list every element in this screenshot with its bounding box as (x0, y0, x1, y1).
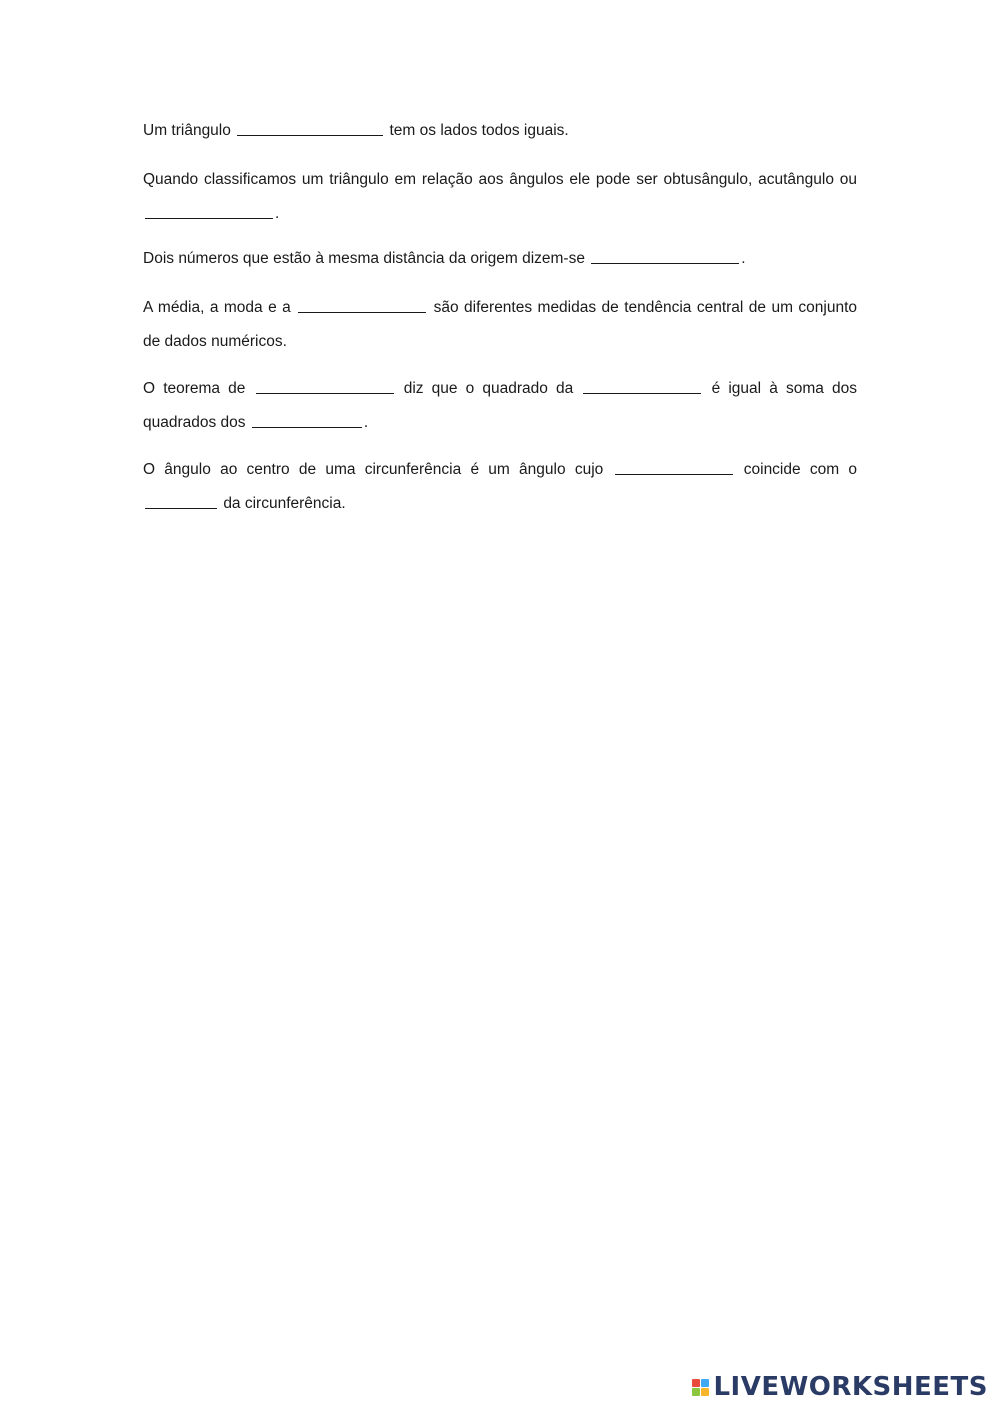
sentence-5-text-c: é igual à soma dos quadrados dos (143, 380, 857, 431)
sentence-1-text-a: Um triângulo (143, 122, 231, 139)
sentence-3-text-b: . (741, 250, 746, 267)
answer-blank-8[interactable] (615, 458, 733, 475)
answer-blank-9[interactable] (145, 492, 217, 509)
answer-blank-6[interactable] (583, 377, 701, 394)
sentence-4 (143, 291, 857, 359)
answer-blank-7[interactable] (252, 411, 362, 428)
liveworksheets-logo-icon (692, 1379, 709, 1396)
sentence-5 (143, 372, 857, 440)
answer-blank-2[interactable] (145, 202, 273, 219)
sentence-2-text-a: Quando classificamos um triângulo em relação aos ângulos ele pode ser obtusângulo, acutângulo ou (143, 171, 857, 188)
sentence-5-text-a: O teorema de (143, 380, 246, 397)
answer-blank-4[interactable] (298, 296, 426, 313)
sentence-5-text-b: diz que o quadrado da (403, 380, 574, 397)
sentence-1 (143, 116, 857, 146)
sentence-5-text-d: . (363, 414, 369, 431)
answer-blank-5[interactable] (256, 377, 394, 394)
sentence-3-text-a: Dois números que estão à mesma distância da origem dizem-se (143, 250, 585, 267)
sentence-6-text-b: coincide com o (743, 461, 857, 478)
sentence-2 (143, 163, 857, 231)
logo-square-blue (701, 1379, 709, 1387)
sentence-6-text-a: O ângulo ao centro de uma circunferência é um ângulo cujo (143, 461, 604, 478)
logo-square-red (692, 1379, 700, 1387)
sentence-2-text-b: . (275, 205, 280, 222)
logo-square-yellow (701, 1388, 709, 1396)
sentence-3 (143, 244, 857, 274)
sentence-6 (143, 453, 857, 521)
sentence-6-text-c: da circunferência. (223, 495, 346, 512)
answer-blank-1[interactable] (237, 119, 383, 136)
liveworksheets-logo (692, 1372, 988, 1402)
logo-square-green (692, 1388, 700, 1396)
answer-blank-3[interactable] (591, 247, 739, 264)
sentence-4-text-b: são diferentes medidas de tendência central de um conjunto de dados numéricos. (143, 299, 858, 350)
liveworksheets-logo-text: LIVEWORKSHEETS (713, 1372, 988, 1402)
worksheet (143, 116, 857, 534)
sentence-4-text-a: A média, a moda e a (143, 299, 291, 316)
sentence-1-text-b: tem os lados todos iguais. (389, 122, 569, 139)
